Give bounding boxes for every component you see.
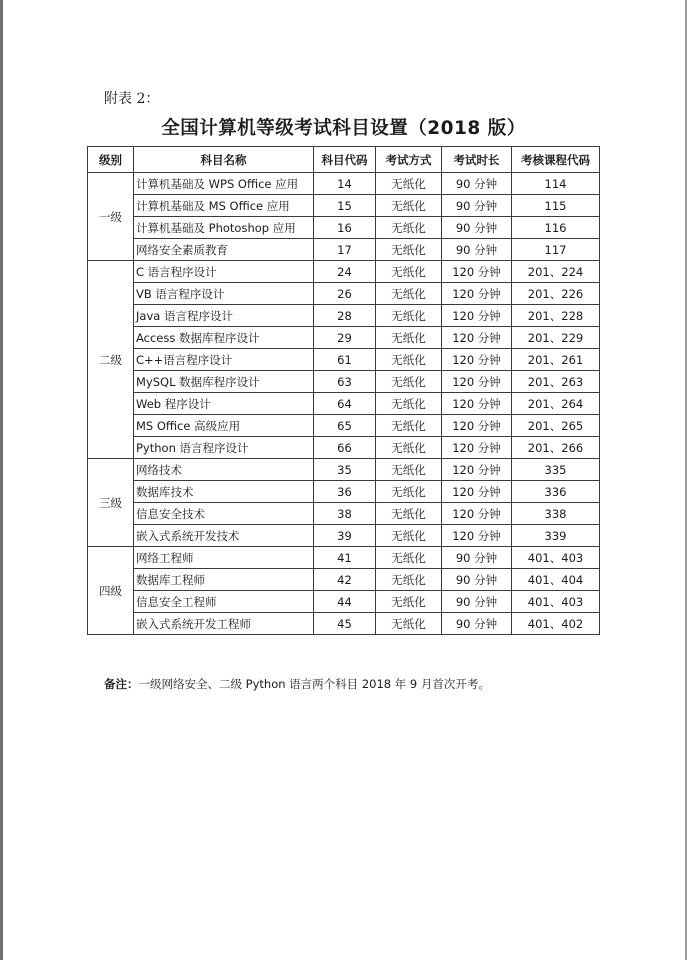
exam-mode-cell: 无纸化 — [376, 349, 442, 371]
subject-code-cell: 26 — [314, 283, 376, 305]
course-code-cell: 336 — [512, 481, 600, 503]
course-code-cell: 114 — [512, 173, 600, 195]
exam-duration-cell: 120 分钟 — [442, 393, 512, 415]
exam-duration-cell: 90 分钟 — [442, 569, 512, 591]
subject-code-cell: 36 — [314, 481, 376, 503]
course-code-cell: 201、265 — [512, 415, 600, 437]
exam-duration-cell: 90 分钟 — [442, 217, 512, 239]
exam-duration-cell: 120 分钟 — [442, 481, 512, 503]
subject-code-cell: 39 — [314, 525, 376, 547]
exam-mode-cell: 无纸化 — [376, 393, 442, 415]
subject-code-cell: 63 — [314, 371, 376, 393]
exam-duration-cell: 120 分钟 — [442, 503, 512, 525]
course-code-cell: 401、404 — [512, 569, 600, 591]
exam-duration-cell: 90 分钟 — [442, 591, 512, 613]
table-row — [88, 217, 600, 239]
exam-duration-cell: 90 分钟 — [442, 613, 512, 635]
table-header-row — [88, 147, 600, 173]
header-exam-mode: 考试方式 — [376, 147, 442, 173]
header-level: 级别 — [88, 147, 134, 173]
exam-duration-cell: 120 分钟 — [442, 349, 512, 371]
exam-duration-cell: 120 分钟 — [442, 261, 512, 283]
table-row — [88, 349, 600, 371]
subject-name-cell: Access 数据库程序设计 — [134, 327, 314, 349]
exam-duration-cell: 120 分钟 — [442, 371, 512, 393]
course-code-cell: 201、229 — [512, 327, 600, 349]
exam-mode-cell: 无纸化 — [376, 305, 442, 327]
subject-name-cell: Web 程序设计 — [134, 393, 314, 415]
subject-name-cell: 嵌入式系统开发工程师 — [134, 613, 314, 635]
subject-name-cell: 计算机基础及 MS Office 应用 — [134, 195, 314, 217]
table-row — [88, 283, 600, 305]
subject-name-cell: VB 语言程序设计 — [134, 283, 314, 305]
subject-code-cell: 42 — [314, 569, 376, 591]
exam-subjects-table — [87, 146, 600, 635]
course-code-cell: 117 — [512, 239, 600, 261]
exam-duration-cell: 120 分钟 — [442, 415, 512, 437]
exam-mode-cell: 无纸化 — [376, 261, 442, 283]
subject-code-cell: 45 — [314, 613, 376, 635]
exam-mode-cell: 无纸化 — [376, 481, 442, 503]
course-code-cell: 201、266 — [512, 437, 600, 459]
subject-name-cell: C 语言程序设计 — [134, 261, 314, 283]
table-row — [88, 239, 600, 261]
level-cell: 二级 — [88, 261, 134, 459]
subject-name-cell: 计算机基础及 Photoshop 应用 — [134, 217, 314, 239]
subject-code-cell: 28 — [314, 305, 376, 327]
level-cell: 四级 — [88, 547, 134, 635]
exam-duration-cell: 120 分钟 — [442, 525, 512, 547]
subject-code-cell: 66 — [314, 437, 376, 459]
table-row — [88, 393, 600, 415]
footnote-label: 备注： — [104, 677, 139, 691]
subject-code-cell: 61 — [314, 349, 376, 371]
course-code-cell: 201、264 — [512, 393, 600, 415]
exam-duration-cell: 90 分钟 — [442, 195, 512, 217]
header-course-code: 考核课程代码 — [512, 147, 600, 173]
subject-name-cell: 网络安全素质教育 — [134, 239, 314, 261]
course-code-cell: 401、403 — [512, 547, 600, 569]
level-cell: 三级 — [88, 459, 134, 547]
exam-mode-cell: 无纸化 — [376, 195, 442, 217]
subject-code-cell: 29 — [314, 327, 376, 349]
subject-code-cell: 15 — [314, 195, 376, 217]
subject-code-cell: 65 — [314, 415, 376, 437]
subject-code-cell: 14 — [314, 173, 376, 195]
course-code-cell: 401、402 — [512, 613, 600, 635]
table-row — [88, 327, 600, 349]
subject-code-cell: 64 — [314, 393, 376, 415]
course-code-cell: 335 — [512, 459, 600, 481]
exam-mode-cell: 无纸化 — [376, 591, 442, 613]
exam-duration-cell: 120 分钟 — [442, 437, 512, 459]
header-exam-duration: 考试时长 — [442, 147, 512, 173]
table-row — [88, 481, 600, 503]
exam-mode-cell: 无纸化 — [376, 239, 442, 261]
subject-name-cell: 数据库工程师 — [134, 569, 314, 591]
table-row — [88, 525, 600, 547]
course-code-cell: 201、226 — [512, 283, 600, 305]
subject-name-cell: MS Office 高级应用 — [134, 415, 314, 437]
exam-duration-cell: 120 分钟 — [442, 327, 512, 349]
subject-code-cell: 17 — [314, 239, 376, 261]
subject-name-cell: C++语言程序设计 — [134, 349, 314, 371]
exam-mode-cell: 无纸化 — [376, 173, 442, 195]
table-row — [88, 613, 600, 635]
subject-name-cell: 计算机基础及 WPS Office 应用 — [134, 173, 314, 195]
exam-mode-cell: 无纸化 — [376, 547, 442, 569]
table-row — [88, 371, 600, 393]
exam-mode-cell: 无纸化 — [376, 503, 442, 525]
exam-mode-cell: 无纸化 — [376, 569, 442, 591]
table-row — [88, 503, 600, 525]
subject-code-cell: 35 — [314, 459, 376, 481]
header-subject-code: 科目代码 — [314, 147, 376, 173]
course-code-cell: 201、261 — [512, 349, 600, 371]
table-row — [88, 459, 600, 481]
table-row — [88, 415, 600, 437]
exam-mode-cell: 无纸化 — [376, 415, 442, 437]
footnote-text: 一级网络安全、二级 Python 语言两个科目 2018 年 9 月首次开考。 — [138, 677, 490, 691]
exam-mode-cell: 无纸化 — [376, 613, 442, 635]
subject-name-cell: Python 语言程序设计 — [134, 437, 314, 459]
page-title: 全国计算机等级考试科目设置（2018 版） — [161, 118, 526, 139]
attachment-label: 附表 2： — [104, 91, 160, 107]
subject-code-cell: 16 — [314, 217, 376, 239]
exam-mode-cell: 无纸化 — [376, 327, 442, 349]
course-code-cell: 116 — [512, 217, 600, 239]
table-row — [88, 261, 600, 283]
table-row — [88, 437, 600, 459]
page-edge-left — [0, 0, 3, 960]
subject-name-cell: 信息安全技术 — [134, 503, 314, 525]
table-row — [88, 569, 600, 591]
exam-duration-cell: 120 分钟 — [442, 305, 512, 327]
subject-name-cell: 信息安全工程师 — [134, 591, 314, 613]
course-code-cell: 338 — [512, 503, 600, 525]
exam-mode-cell: 无纸化 — [376, 371, 442, 393]
subject-code-cell: 38 — [314, 503, 376, 525]
course-code-cell: 339 — [512, 525, 600, 547]
exam-mode-cell: 无纸化 — [376, 459, 442, 481]
exam-mode-cell: 无纸化 — [376, 525, 442, 547]
table-row — [88, 591, 600, 613]
exam-mode-cell: 无纸化 — [376, 283, 442, 305]
table-row — [88, 305, 600, 327]
exam-duration-cell: 90 分钟 — [442, 173, 512, 195]
subject-name-cell: 网络技术 — [134, 459, 314, 481]
level-cell: 一级 — [88, 173, 134, 261]
footnote — [104, 676, 490, 692]
exam-mode-cell: 无纸化 — [376, 217, 442, 239]
subject-name-cell: 数据库技术 — [134, 481, 314, 503]
table-body — [88, 173, 600, 635]
course-code-cell: 201、224 — [512, 261, 600, 283]
exam-mode-cell: 无纸化 — [376, 437, 442, 459]
header-subject-name: 科目名称 — [134, 147, 314, 173]
table-row — [88, 547, 600, 569]
exam-duration-cell: 120 分钟 — [442, 459, 512, 481]
course-code-cell: 115 — [512, 195, 600, 217]
exam-duration-cell: 90 分钟 — [442, 547, 512, 569]
subject-name-cell: 嵌入式系统开发技术 — [134, 525, 314, 547]
subject-code-cell: 24 — [314, 261, 376, 283]
course-code-cell: 401、403 — [512, 591, 600, 613]
exam-duration-cell: 90 分钟 — [442, 239, 512, 261]
course-code-cell: 201、228 — [512, 305, 600, 327]
subject-code-cell: 41 — [314, 547, 376, 569]
table-row — [88, 173, 600, 195]
table-row — [88, 195, 600, 217]
subject-name-cell: 网络工程师 — [134, 547, 314, 569]
exam-duration-cell: 120 分钟 — [442, 283, 512, 305]
course-code-cell: 201、263 — [512, 371, 600, 393]
subject-code-cell: 44 — [314, 591, 376, 613]
subject-name-cell: MySQL 数据库程序设计 — [134, 371, 314, 393]
subject-name-cell: Java 语言程序设计 — [134, 305, 314, 327]
